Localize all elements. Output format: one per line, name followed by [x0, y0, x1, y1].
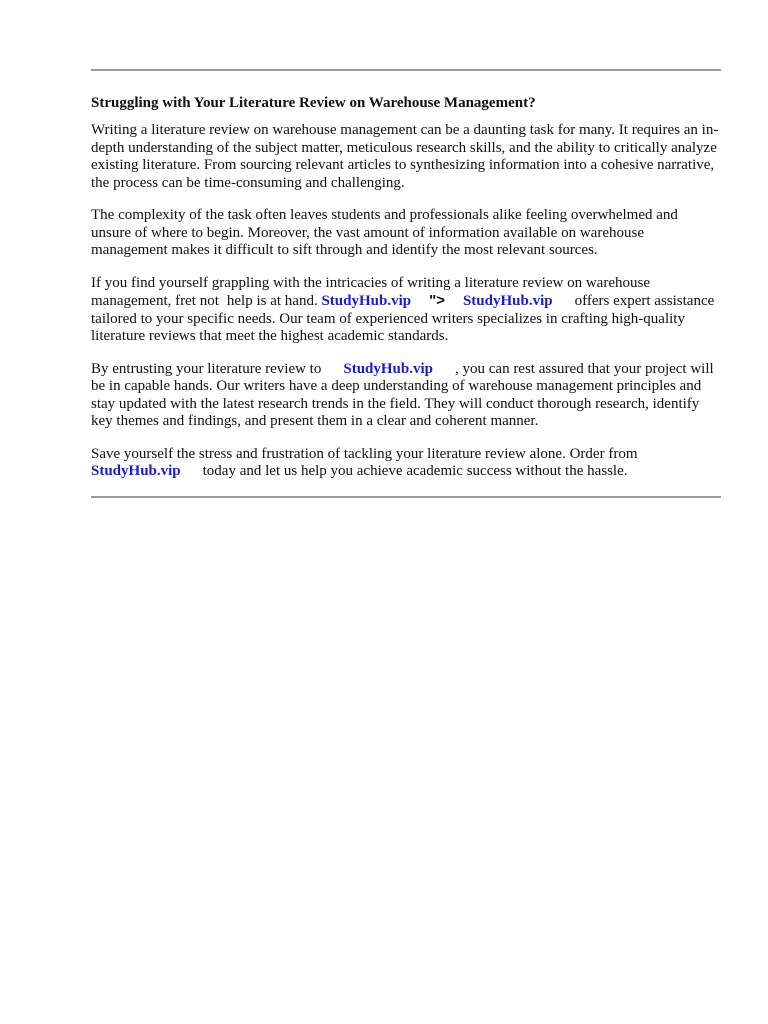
- paragraph-help-text-a: If you find yourself grappling with the intricacies of writing a literature review on warehouse management, fret not: [91, 274, 650, 309]
- studyhub-link-4[interactable]: StudyHub.vip: [91, 463, 181, 479]
- studyhub-link-3[interactable]: StudyHub.vip: [343, 360, 433, 377]
- stray-markup-symbol: ">: [429, 292, 445, 309]
- studyhub-link-2[interactable]: StudyHub.vip: [462, 293, 553, 309]
- paragraph-entrust-text-a: By entrusting your literature review to: [91, 360, 322, 377]
- bottom-divider: [91, 496, 721, 498]
- paragraph-help: [91, 275, 721, 346]
- document-heading: Struggling with Your Literature Review on Warehouse Management?: [91, 95, 536, 111]
- paragraph-help-text-b: help is at hand.: [226, 293, 318, 309]
- paragraph-intro: Writing a literature review on warehouse management can be a daunting task for many. It requires an in-depth understanding of the subject matter, meticulous research skills, and the ability to critically analyze existing literature. From sourcing relevant articles to synthesizing information into a cohesive narrative, the process can be time-consuming and challenging.: [91, 122, 719, 191]
- document-page: [91, 0, 721, 498]
- paragraph-order-text-b: today and let us help you achieve academic success without the hassle.: [202, 463, 628, 479]
- paragraph-entrust: [91, 361, 721, 431]
- paragraph-entrust-text-b: , you can rest assured that your project will be in capable hands. Our writers have a deep understanding of warehouse management principles and stay updated with the latest research trends in the field. They will conduct thorough research, identify key themes and findings, and present them in a clear and coherent manner.: [91, 360, 714, 429]
- studyhub-link-1[interactable]: StudyHub.vip: [321, 293, 412, 309]
- paragraph-help-text-c: offers expert assistance tailored to your specific needs. Our team of experienced writers specializes in crafting high-quality literature reviews that meet the highest academic standards.: [91, 293, 715, 344]
- paragraph-order: [91, 446, 721, 481]
- top-divider: [91, 69, 721, 71]
- paragraph-complexity: The complexity of the task often leaves students and professionals alike feeling overwhelmed and unsure of where to begin. Moreover, the vast amount of information available on warehouse management makes it difficult to sift through and identify the most relevant sources.: [91, 207, 678, 258]
- paragraph-order-text-a: Save yourself the stress and frustration of tackling your literature review alone. Order from: [91, 445, 638, 462]
